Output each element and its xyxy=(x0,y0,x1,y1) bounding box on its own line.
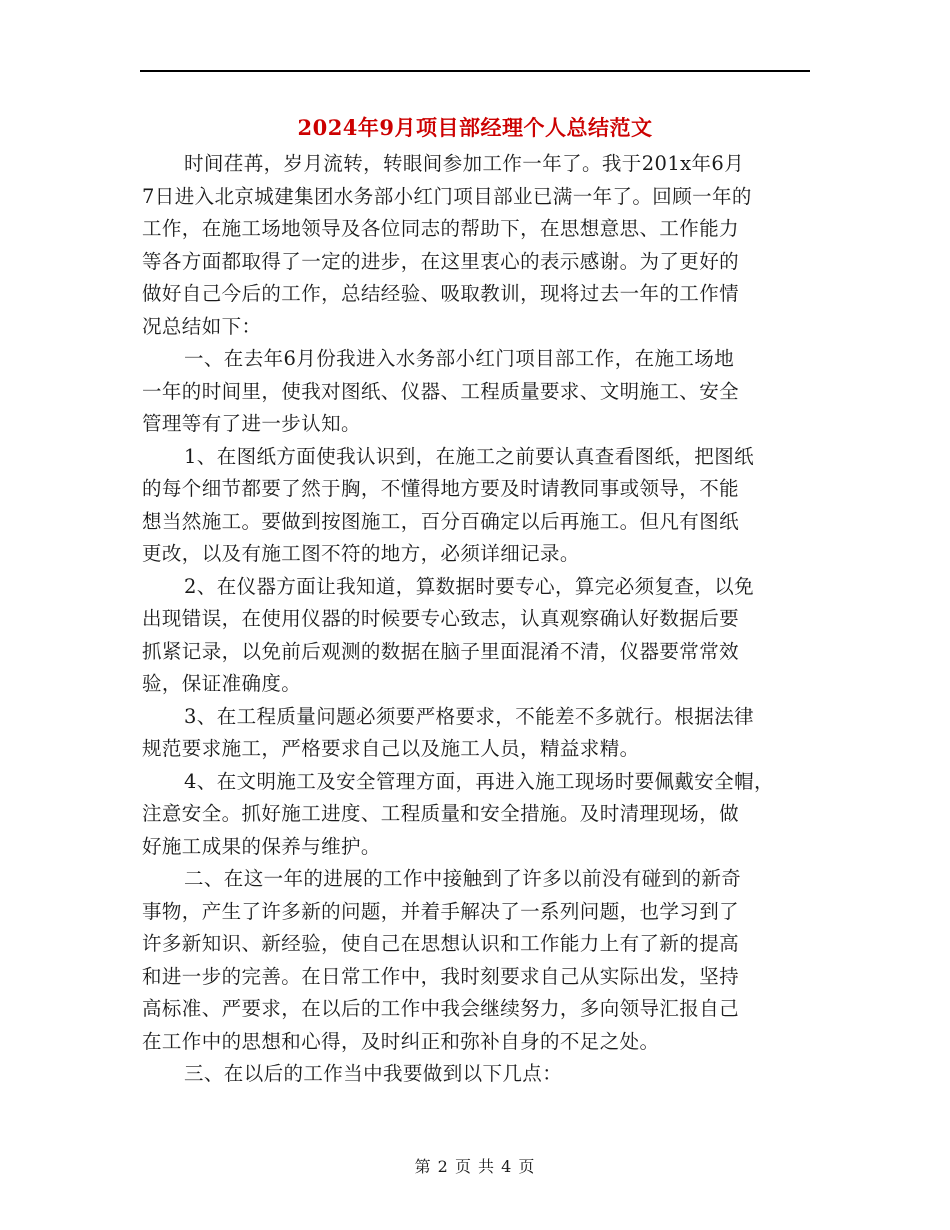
body-line: 管理等有了进一步认知。 xyxy=(142,412,361,435)
body-line: 1、在图纸方面使我认识到，在施工之前要认真查看图纸，把图纸 xyxy=(184,444,755,468)
body-line: 事物，产生了许多新的问题，并着手解决了一系列问题，也学习到了 xyxy=(142,899,740,923)
body-line: 许多新知识、新经验，使自己在思想认识和工作能力上有了新的提高 xyxy=(142,932,740,955)
body-line: 7日进入北京城建集团水务部小红门项目部业已满一年了。回顾一年的 xyxy=(142,184,752,208)
body-line: 注意安全。抓好施工进度、工程质量和安全措施。及时清理现场，做 xyxy=(142,802,740,825)
body-line: 好施工成果的保养与维护。 xyxy=(142,834,381,858)
body-line: 和进一步的完善。在日常工作中，我时刻要求自己从实际出发，坚持 xyxy=(142,964,740,988)
body-line: 出现错误，在使用仪器的时候要专心致志，认真观察确认好数据后要 xyxy=(142,607,740,630)
body-line: 3、在工程质量问题必须要严格要求，不能差不多就行。根据法律 xyxy=(184,704,755,728)
body-line: 在工作中的思想和心得，及时纠正和弥补自身的不足之处。 xyxy=(142,1029,660,1053)
body-line: 一、在去年6月份我进入水务部小红门项目部工作，在施工场地 xyxy=(184,347,735,370)
header-rule xyxy=(140,70,810,72)
body-line: 抓紧记录，以免前后观测的数据在脑子里面混淆不清，仪器要常常效 xyxy=(142,639,740,663)
body-line: 高标准、严要求，在以后的工作中我会继续努力，多向领导汇报自己 xyxy=(142,997,740,1020)
page-footer: 第 2 页 共 4 页 xyxy=(414,1157,536,1176)
body-line: 况总结如下： xyxy=(142,314,262,338)
document-body xyxy=(142,148,810,1091)
body-line: 二、在这一年的进展的工作中接触到了许多以前没有碰到的新奇 xyxy=(184,867,742,890)
body-line: 等各方面都取得了一定的进步，在这里衷心的表示感谢。为了更好的 xyxy=(142,249,740,273)
document-title: 2024年9月项目部经理个人总结范文 xyxy=(297,115,653,140)
body-line: 更改，以及有施工图不符的地方，必须详细记录。 xyxy=(142,542,580,565)
body-line: 做好自己今后的工作，总结经验、吸取教训，现将过去一年的工作情 xyxy=(142,282,740,305)
body-line: 三、在以后的工作当中我要做到以下几点： xyxy=(184,1062,563,1085)
body-line: 一年的时间里，使我对图纸、仪器、工程质量要求、文明施工、安全 xyxy=(142,379,740,403)
body-line: 想当然施工。要做到按图施工，百分百确定以后再施工。但凡有图纸 xyxy=(142,509,740,533)
body-line: 4、在文明施工及安全管理方面，再进入施工现场时要佩戴安全帽， xyxy=(184,769,774,793)
body-line: 2、在仪器方面让我知道，算数据时要专心，算完必须复查，以免 xyxy=(184,574,755,598)
body-line: 验，保证准确度。 xyxy=(142,672,302,695)
body-line: 规范要求施工，严格要求自己以及施工人员，精益求精。 xyxy=(142,737,640,760)
body-line: 时间荏苒，岁月流转，转眼间参加工作一年了。我于201x年6月 xyxy=(184,152,745,175)
body-line: 的每个细节都要了然于胸，不懂得地方要及时请教同事或领导，不能 xyxy=(142,477,740,500)
body-line: 工作，在施工场地领导及各位同志的帮助下，在思想意思、工作能力 xyxy=(142,217,740,240)
